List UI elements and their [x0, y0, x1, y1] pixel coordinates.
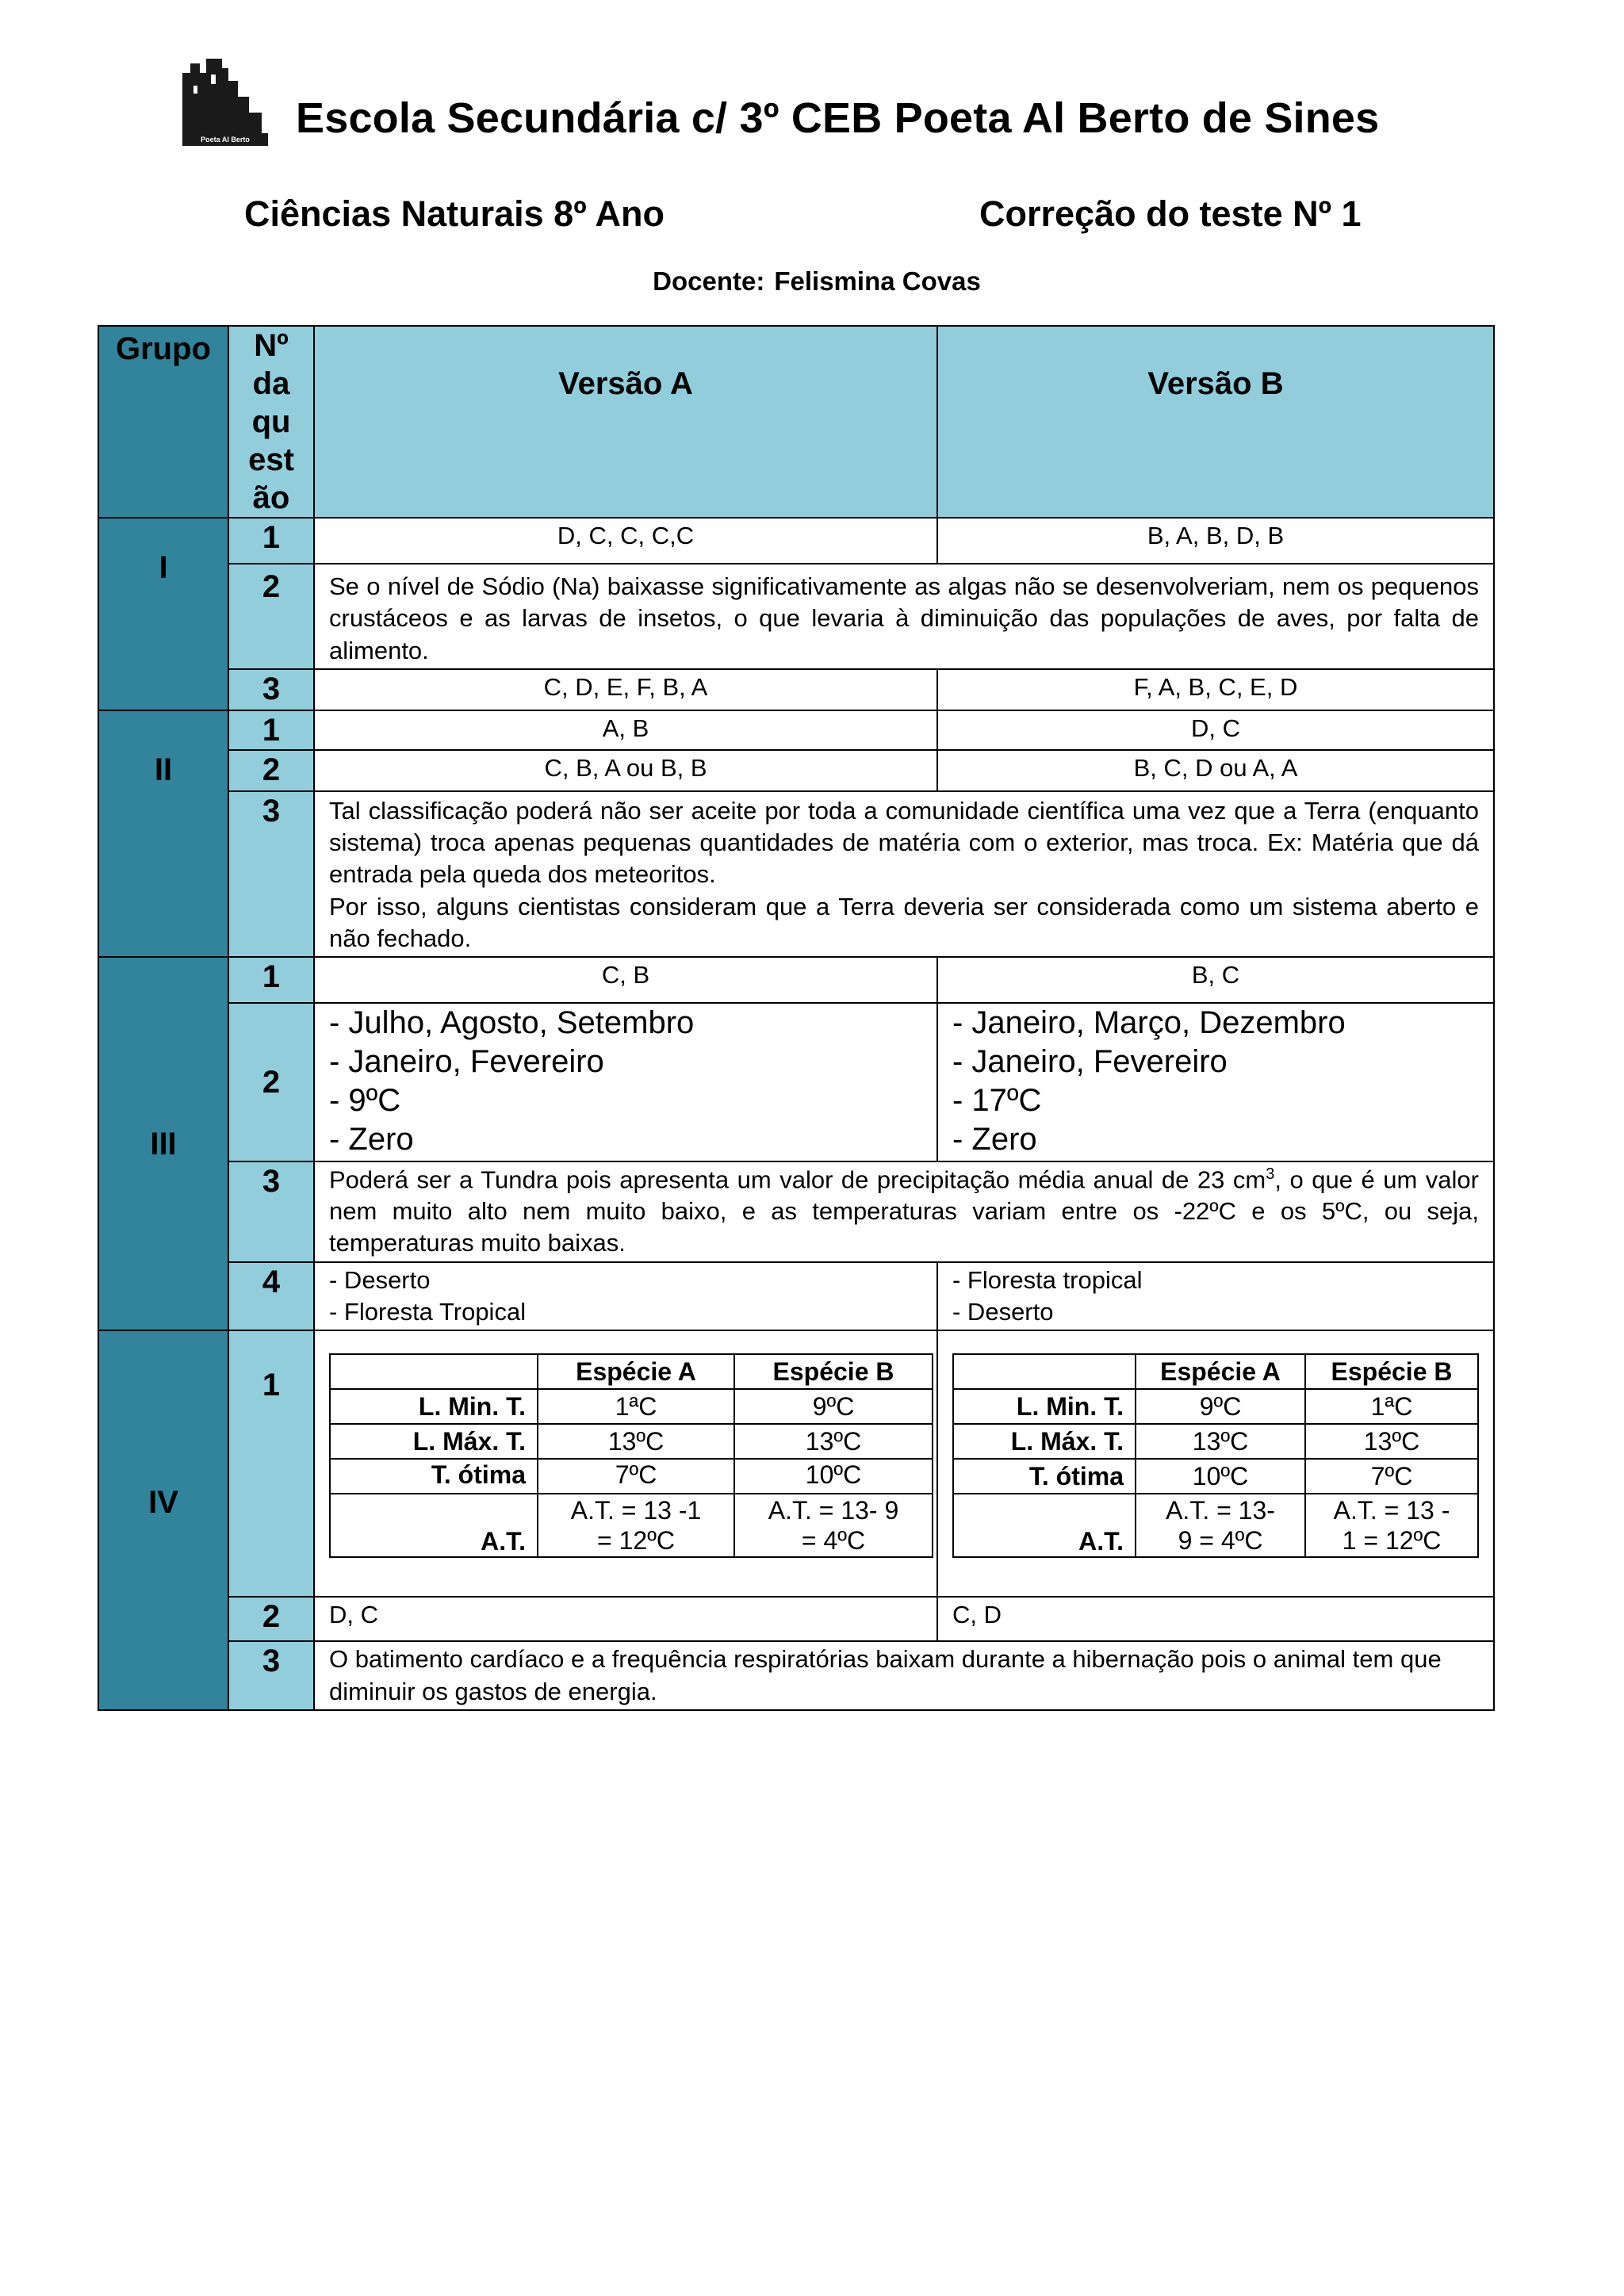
question-number: 3	[228, 791, 314, 957]
formula-line: A.T. = 13 -1	[570, 1495, 702, 1525]
cell-value: 13ºC	[1136, 1424, 1305, 1459]
answer-line: - Janeiro, Fevereiro	[329, 1044, 604, 1080]
answer-shared: O batimento cardíaco e a frequência respiratórias baixam durante a hibernação pois o animal tem que diminuir os gastos de energia.	[314, 1641, 1494, 1710]
cell-value: 7ºC	[1305, 1459, 1478, 1494]
cell-value	[1305, 1494, 1478, 1557]
cell-value: 9ºC	[1136, 1389, 1305, 1424]
question-number: 1	[228, 1330, 314, 1597]
answer-shared	[314, 791, 1494, 957]
answer-b: B, C	[937, 957, 1494, 1003]
answer-line: - Floresta Tropical	[329, 1298, 527, 1326]
row-label: L. Máx. T.	[330, 1424, 538, 1459]
table-row	[98, 1161, 1494, 1262]
table-row	[98, 564, 1494, 669]
question-number: 4	[228, 1262, 314, 1331]
corner-cell	[330, 1354, 538, 1389]
group-label: III	[98, 957, 228, 1330]
group-header: Grupo	[98, 326, 228, 518]
row-label: A.T.	[330, 1494, 538, 1557]
cell-value: 10ºC	[734, 1459, 933, 1494]
answer-a: D, C	[314, 1597, 937, 1641]
answer-line: - Deserto	[952, 1298, 1054, 1326]
table-row	[98, 1597, 1494, 1641]
row-label: T. ótima	[953, 1459, 1136, 1494]
formula-line: = 12ºC	[597, 1526, 675, 1556]
question-number: 3	[228, 669, 314, 710]
corner-cell	[953, 1354, 1136, 1389]
group-label: I	[98, 518, 228, 710]
cell-value: 1ªC	[538, 1389, 734, 1424]
answer-b: C, D	[937, 1597, 1494, 1641]
column-header: Espécie A	[538, 1354, 734, 1389]
species-table-b	[952, 1353, 1479, 1558]
answer-b: D, C	[937, 710, 1494, 750]
answer-line: - Julho, Agosto, Setembro	[329, 1005, 695, 1041]
question-number: 1	[228, 710, 314, 750]
formula-line: A.T. = 13- 9	[768, 1495, 899, 1525]
teacher-label: Docente:	[653, 266, 765, 296]
teacher-line	[0, 266, 1624, 297]
table-row	[98, 1003, 1494, 1161]
table-row	[98, 669, 1494, 710]
cell-value: 10ºC	[1136, 1459, 1305, 1494]
cell-value: 7ºC	[538, 1459, 734, 1494]
answer-a: C, B, A ou B, B	[314, 750, 937, 791]
group-label: II	[98, 710, 228, 957]
answer-b	[937, 1330, 1494, 1597]
cell-value	[538, 1494, 734, 1557]
table-header-row	[98, 326, 1494, 518]
table-row	[98, 710, 1494, 750]
answer-text: , o que é um valor nem muito alto nem muito baixo, e as temperaturas variam entre os -22ºC e os 5ºC, ou seja, temperaturas muito baixas.	[329, 1165, 1479, 1257]
answer-b	[937, 1262, 1494, 1331]
column-header: Espécie A	[1136, 1354, 1305, 1389]
formula-line: 9 = 4ºC	[1178, 1526, 1263, 1556]
answer-paragraph: Por isso, alguns cientistas consideram que a Terra deveria ser considerada como um sistema aberto e não fechado.	[329, 892, 1479, 953]
question-number: 3	[228, 1161, 314, 1262]
formula-line: = 4ºC	[801, 1526, 866, 1556]
row-label: L. Máx. T.	[953, 1424, 1136, 1459]
answer-shared	[314, 1161, 1494, 1262]
question-number: 2	[228, 564, 314, 669]
answer-line: - Zero	[952, 1121, 1037, 1157]
column-header: Espécie B	[734, 1354, 933, 1389]
row-label: A.T.	[953, 1494, 1136, 1557]
correction-title: Correção do teste Nº 1	[979, 193, 1362, 234]
cell-value: 13ºC	[538, 1424, 734, 1459]
cell-value: 13ºC	[734, 1424, 933, 1459]
answers-table	[98, 325, 1495, 1711]
answer-a	[314, 1330, 937, 1597]
castle-logo-icon	[182, 57, 268, 146]
answer-line: - 17ºC	[952, 1082, 1042, 1118]
group-label: IV	[98, 1330, 228, 1710]
answer-paragraph: Tal classificação poderá não ser aceite por toda a comunidade científica uma vez que a Terra (enquanto sistema) troca apenas pequenas quantidades de matéria com o exterior, mas troca. Ex: Matéria que dá entrada pela queda dos meteoritos.	[329, 796, 1479, 889]
subject-title: Ciências Naturais 8º Ano	[244, 193, 665, 234]
question-number: 3	[228, 1641, 314, 1710]
table-row	[98, 1330, 1494, 1597]
answer-line: - Zero	[329, 1121, 414, 1157]
answer-a	[314, 1003, 937, 1161]
question-header-text: Nº da qu est ão	[248, 328, 294, 515]
question-number: 1	[228, 957, 314, 1003]
table-row	[98, 750, 1494, 791]
answer-line: - Janeiro, Março, Dezembro	[952, 1005, 1346, 1041]
answer-a: C, D, E, F, B, A	[314, 669, 937, 710]
version-b-header: Versão B	[937, 326, 1494, 518]
row-label: T. ótima	[330, 1459, 538, 1494]
question-number: 2	[228, 1003, 314, 1161]
cell-value: 9ºC	[734, 1389, 933, 1424]
answer-line: - Floresta tropical	[952, 1265, 1143, 1294]
formula-line: A.T. = 13-	[1166, 1495, 1275, 1525]
table-row	[98, 957, 1494, 1003]
school-logo	[182, 57, 268, 146]
answer-shared: Se o nível de Sódio (Na) baixasse significativamente as algas não se desenvolveriam, nem os pequenos crustáceos e as larvas de insetos, o que levaria à diminuição das populações de aves, por falta de alimento.	[314, 564, 1494, 669]
teacher-name: Felismina Covas	[774, 266, 981, 296]
row-label: L. Min. T.	[953, 1389, 1136, 1424]
answer-line: - Deserto	[329, 1265, 431, 1294]
question-number: 2	[228, 1597, 314, 1641]
answer-a	[314, 1262, 937, 1331]
cell-value	[734, 1494, 933, 1557]
question-number: 1	[228, 518, 314, 564]
species-table-a	[329, 1353, 933, 1558]
answer-b	[937, 1003, 1494, 1161]
page-title: Escola Secundária c/ 3º CEB Poeta Al Berto de Sines	[296, 94, 1380, 142]
formula-line: A.T. = 13 -	[1333, 1495, 1450, 1525]
cell-value: 13ºC	[1305, 1424, 1478, 1459]
cell-value: 1ªC	[1305, 1389, 1478, 1424]
question-header	[228, 326, 314, 518]
answer-a: A, B	[314, 710, 937, 750]
table-row	[98, 1641, 1494, 1710]
answer-a: C, B	[314, 957, 937, 1003]
formula-line: 1 = 12ºC	[1342, 1526, 1442, 1556]
table-row	[98, 518, 1494, 564]
table-row	[98, 1262, 1494, 1331]
superscript: 3	[1266, 1165, 1275, 1183]
column-header: Espécie B	[1305, 1354, 1478, 1389]
answer-b: B, C, D ou A, A	[937, 750, 1494, 791]
answer-b: F, A, B, C, E, D	[937, 669, 1494, 710]
cell-value	[1136, 1494, 1305, 1557]
answer-b: B, A, B, D, B	[937, 518, 1494, 564]
answer-a: D, C, C, C,C	[314, 518, 937, 564]
row-label: L. Min. T.	[330, 1389, 538, 1424]
logo-caption: Poeta Al Berto	[201, 136, 250, 144]
version-a-header: Versão A	[314, 326, 937, 518]
answer-line: - Janeiro, Fevereiro	[952, 1044, 1228, 1080]
answer-text: Poderá ser a Tundra pois apresenta um valor de precipitação média anual de 23 cm	[329, 1165, 1266, 1193]
answer-line: - 9ºC	[329, 1082, 401, 1118]
table-row	[98, 791, 1494, 957]
question-number: 2	[228, 750, 314, 791]
